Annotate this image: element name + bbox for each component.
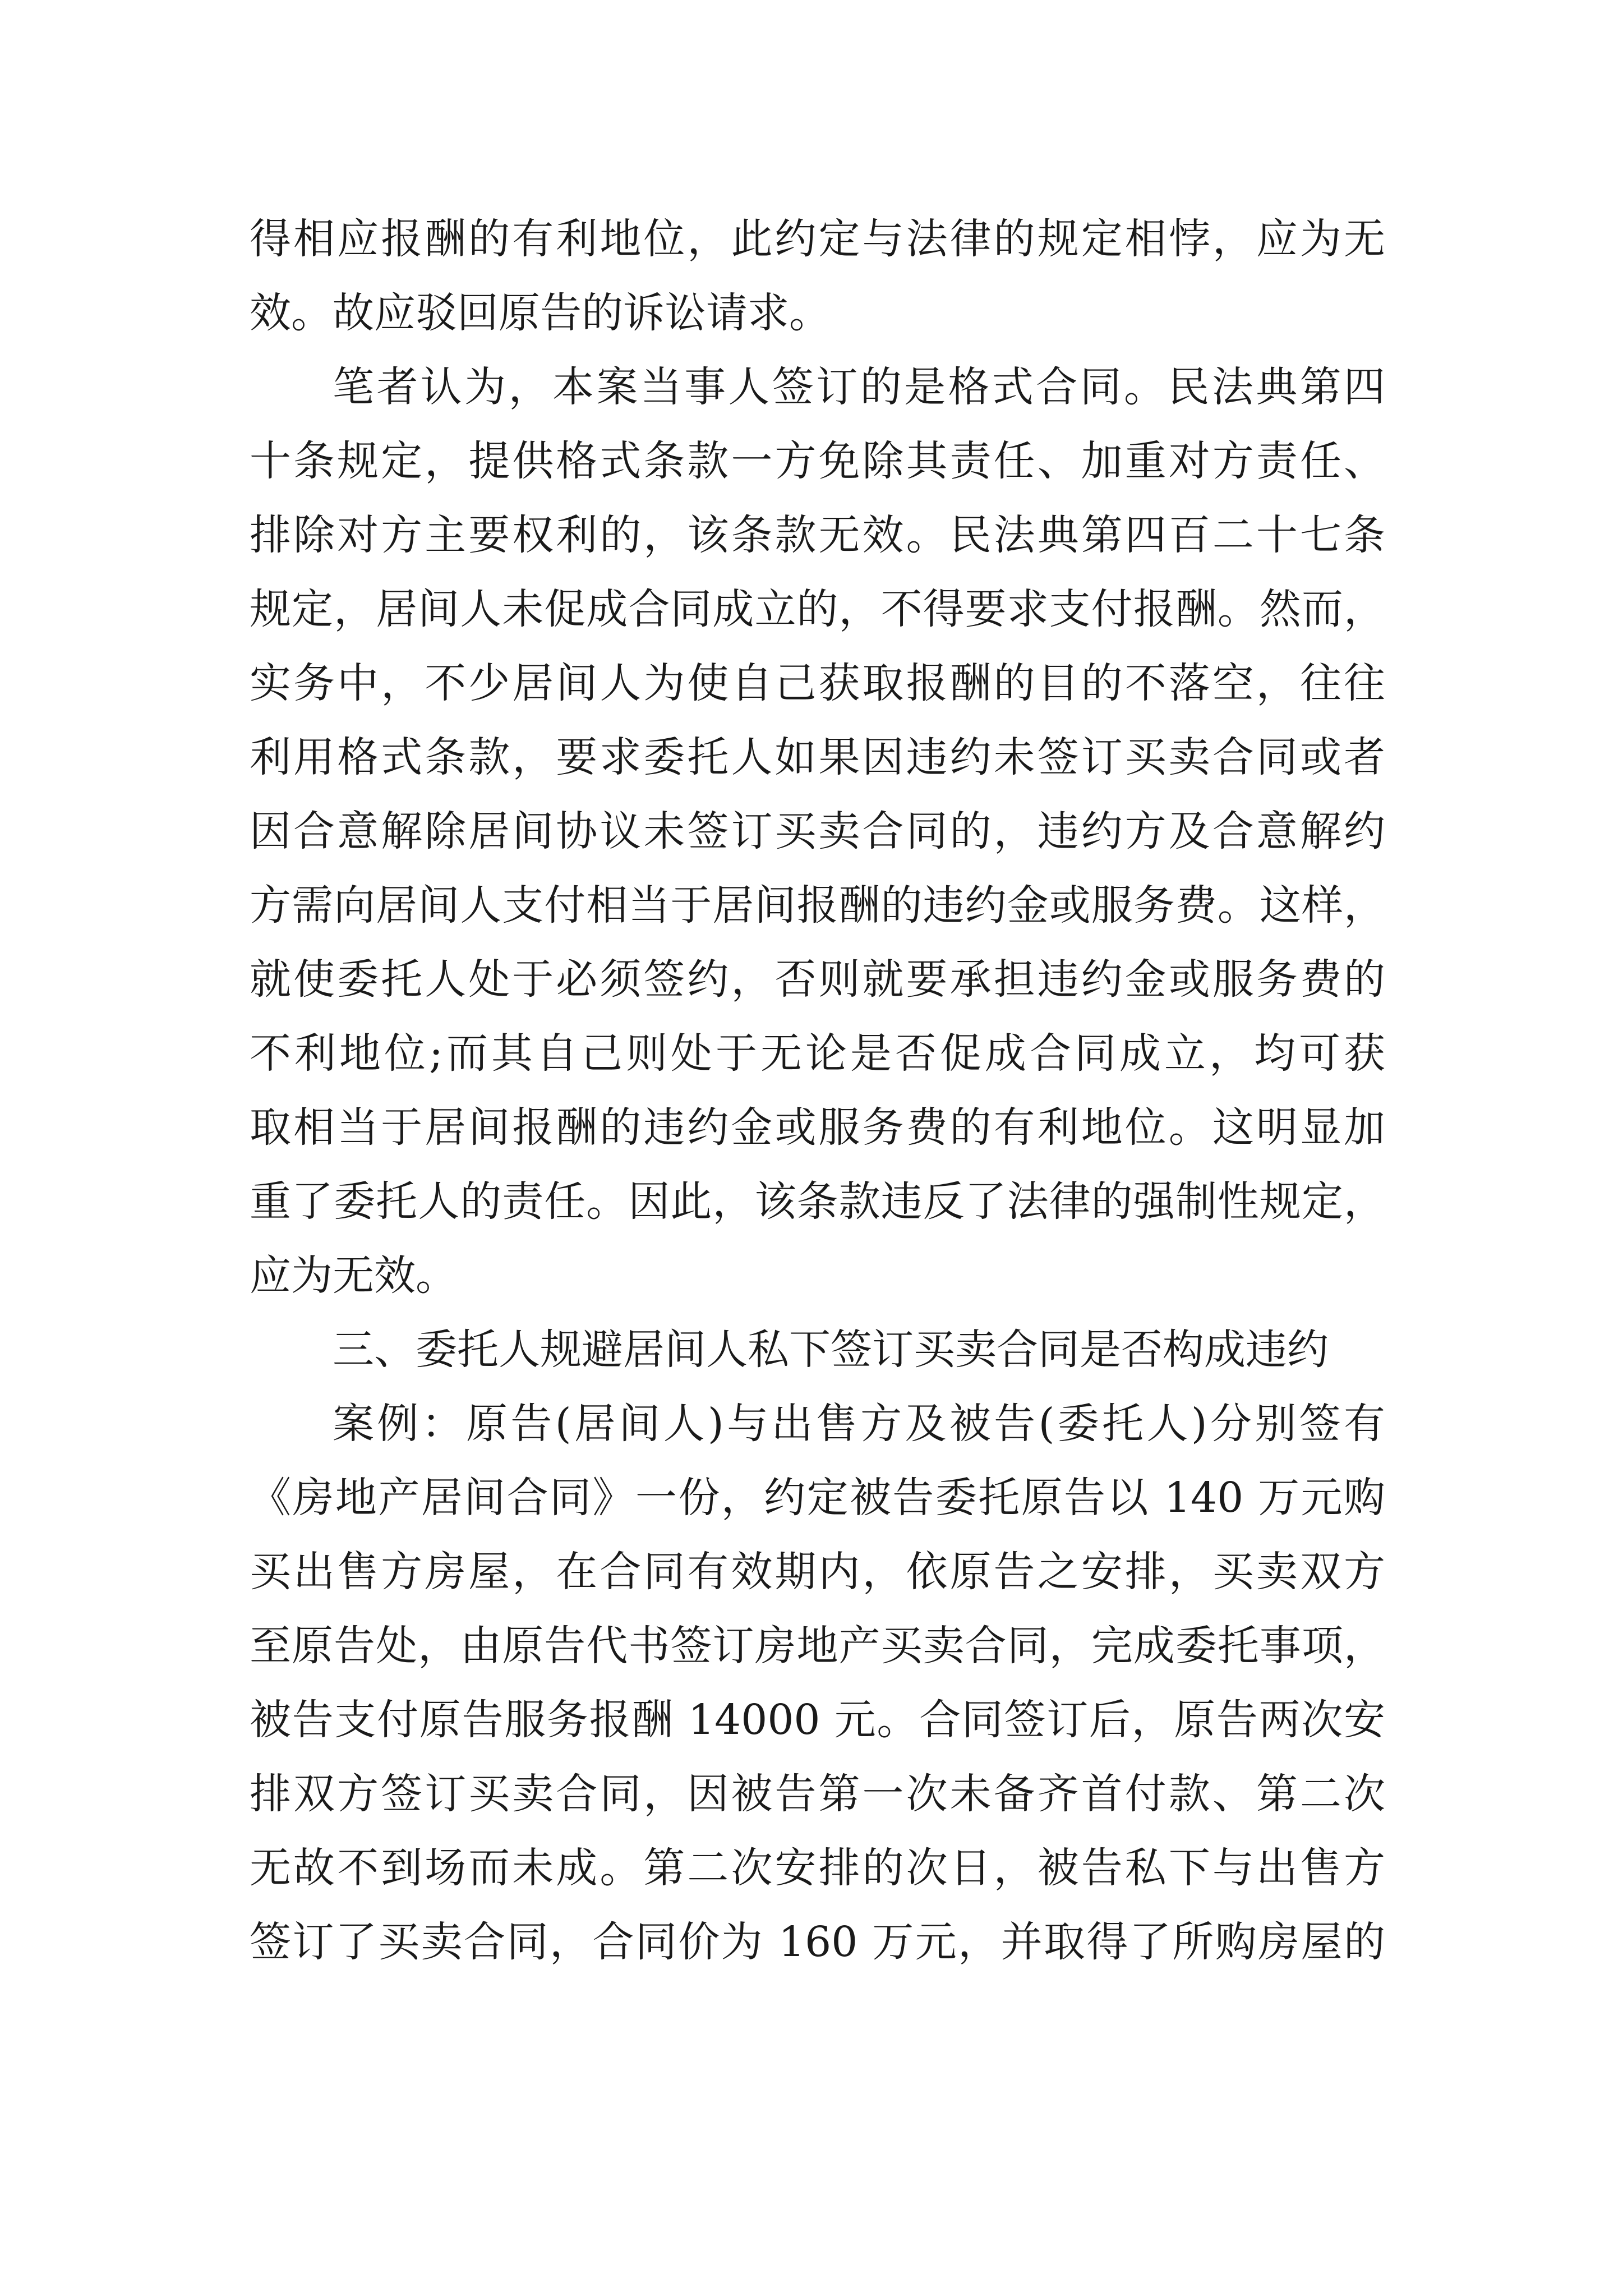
- text-line: 案例：原告(居间人)与出售方及被告(委托人)分别签有: [333, 1400, 1385, 1448]
- text-line: 排除对方主要权利的，该条款无效。民法典第四百二十七条: [250, 511, 1385, 559]
- text-line: 规定，居间人未促成合同成立的，不得要求支付报酬。然而，: [250, 585, 1385, 633]
- text-line: 利用格式条款，要求委托人如果因违约未签订买卖合同或者: [250, 733, 1385, 781]
- text-line: 排双方签订买卖合同，因被告第一次未备齐首付款、第二次: [250, 1770, 1385, 1818]
- text-line: 三、委托人规避居间人私下签订买卖合同是否构成违约: [333, 1326, 1329, 1374]
- text-line: 就使委托人处于必须签约，否则就要承担违约金或服务费的: [250, 955, 1385, 1004]
- text-line: 应为无效。: [250, 1251, 457, 1300]
- text-line: 买出售方房屋，在合同有效期内，依原告之安排，买卖双方: [250, 1548, 1385, 1596]
- text-line: 被告支付原告服务报酬 14000 元。合同签订后，原告两次安: [250, 1696, 1385, 1744]
- text-line: 取相当于居间报酬的违约金或服务费的有利地位。这明显加: [250, 1103, 1385, 1152]
- text-line: 实务中，不少居间人为使自己获取报酬的目的不落空，往往: [250, 659, 1385, 707]
- text-line: 笔者认为，本案当事人签订的是格式合同。民法典第四: [333, 363, 1385, 411]
- text-line: 得相应报酬的有利地位，此约定与法律的规定相悖，应为无: [250, 215, 1385, 263]
- body-text: [250, 202, 1385, 1979]
- text-line: 因合意解除居间协议未签订买卖合同的，违约方及合意解约: [250, 807, 1385, 855]
- text-line: 方需向居间人支付相当于居间报酬的违约金或服务费。这样，: [250, 881, 1385, 930]
- text-line: 《房地产居间合同》一份，约定被告委托原告以 140 万元购: [250, 1474, 1385, 1522]
- text-line: 至原告处，由原告代书签订房地产买卖合同，完成委托事项，: [250, 1622, 1385, 1670]
- text-line: 签订了买卖合同，合同价为 160 万元，并取得了所购房屋的: [250, 1918, 1385, 1966]
- text-line: 重了委托人的责任。因此，该条款违反了法律的强制性规定，: [250, 1177, 1385, 1226]
- text-line: 十条规定，提供格式条款一方免除其责任、加重对方责任、: [250, 437, 1385, 485]
- text-line: 无故不到场而未成。第二次安排的次日，被告私下与出售方: [250, 1844, 1385, 1892]
- text-line: 效。故应驳回原告的诉讼请求。: [250, 289, 831, 337]
- text-line: 不利地位;而其自己则处于无论是否促成合同成立，均可获: [250, 1029, 1385, 1078]
